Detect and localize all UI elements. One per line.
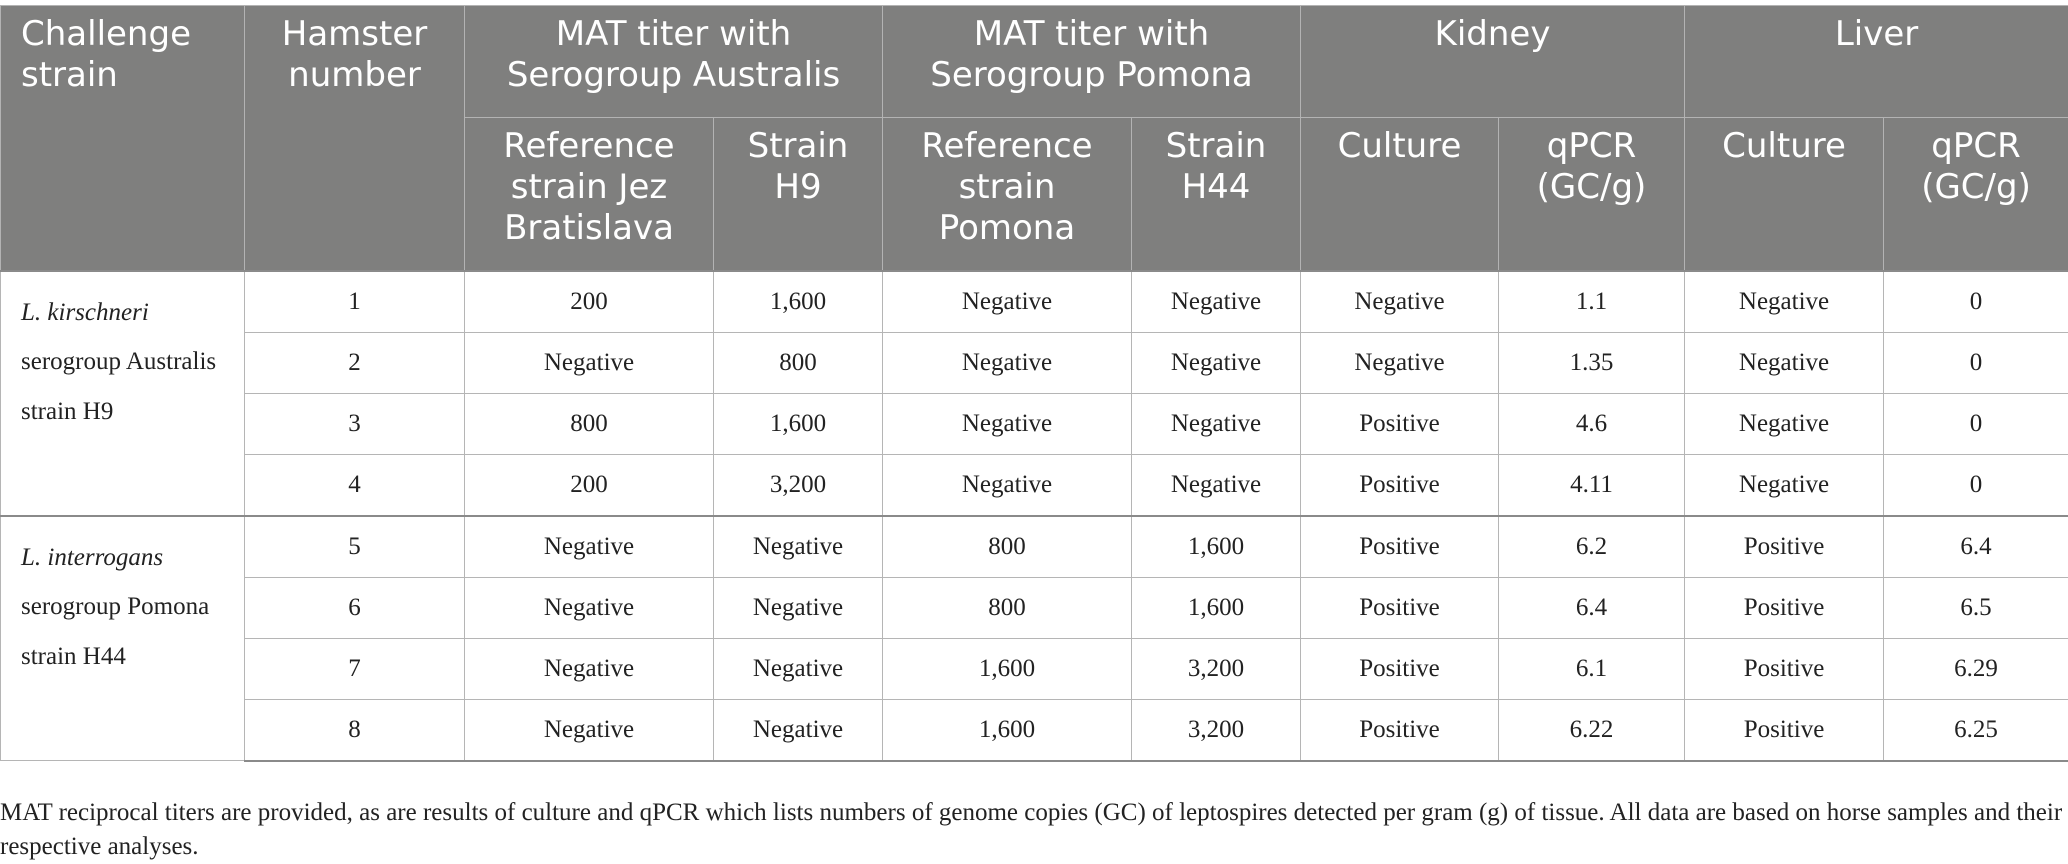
ref-pomona-cell: Negative xyxy=(883,332,1132,393)
kidney-qpcr-cell: 6.22 xyxy=(1499,699,1685,761)
header-ref-jez: Reference strain Jez Bratislava xyxy=(465,118,714,271)
ref-jez-cell: Negative xyxy=(465,638,714,699)
kidney-culture-cell: Positive xyxy=(1301,577,1499,638)
strain-h44-cell: Negative xyxy=(1132,393,1301,454)
strain-h44-cell: 1,600 xyxy=(1132,577,1301,638)
liver-qpcr-cell: 6.29 xyxy=(1884,638,2068,699)
kidney-culture-cell: Negative xyxy=(1301,271,1499,333)
table-row xyxy=(1,699,2068,761)
kidney-culture-cell: Positive xyxy=(1301,699,1499,761)
hamster-cell: 4 xyxy=(245,454,465,516)
ref-pomona-cell: 800 xyxy=(883,516,1132,578)
ref-pomona-cell: 800 xyxy=(883,577,1132,638)
table-row xyxy=(1,638,2068,699)
kidney-culture-cell: Positive xyxy=(1301,638,1499,699)
kidney-qpcr-cell: 4.11 xyxy=(1499,454,1685,516)
challenge-strain-group xyxy=(1,271,245,516)
strain-h9-cell: Negative xyxy=(714,699,883,761)
liver-culture-cell: Negative xyxy=(1685,393,1884,454)
liver-qpcr-cell: 6.5 xyxy=(1884,577,2068,638)
header-row-top xyxy=(1,6,2068,118)
header-liver-qpcr: qPCR (GC/g) xyxy=(1884,118,2068,271)
ref-pomona-cell: Negative xyxy=(883,454,1132,516)
header-liver: Liver xyxy=(1685,6,2068,118)
kidney-culture-cell: Negative xyxy=(1301,332,1499,393)
strain-h9-cell: 1,600 xyxy=(714,393,883,454)
header-strain-h9: Strain H9 xyxy=(714,118,883,271)
strain-h9-cell: Negative xyxy=(714,638,883,699)
liver-culture-cell: Positive xyxy=(1685,699,1884,761)
kidney-culture-cell: Positive xyxy=(1301,516,1499,578)
header-liver-culture: Culture xyxy=(1685,118,1884,271)
kidney-culture-cell: Positive xyxy=(1301,454,1499,516)
hamster-cell: 5 xyxy=(245,516,465,578)
liver-culture-cell: Positive xyxy=(1685,638,1884,699)
table-row xyxy=(1,332,2068,393)
header-ref-pomona: Reference strain Pomona xyxy=(883,118,1132,271)
hamster-cell: 1 xyxy=(245,271,465,333)
liver-qpcr-cell: 0 xyxy=(1884,332,2068,393)
strain-h9-cell: 3,200 xyxy=(714,454,883,516)
hamster-cell: 8 xyxy=(245,699,465,761)
liver-culture-cell: Negative xyxy=(1685,332,1884,393)
ref-jez-cell: Negative xyxy=(465,332,714,393)
table-row xyxy=(1,454,2068,516)
hamster-cell: 6 xyxy=(245,577,465,638)
liver-qpcr-cell: 0 xyxy=(1884,271,2068,333)
liver-qpcr-cell: 0 xyxy=(1884,393,2068,454)
table-body xyxy=(1,271,2068,761)
table-row xyxy=(1,393,2068,454)
table-footnote: MAT reciprocal titers are provided, as are results of culture and qPCR which lists numbers of genome copies (GC) of leptospires detected per gram (g) of tissue. All data are based on horse samples and their respective analyses. xyxy=(0,796,2068,864)
ref-pomona-cell: 1,600 xyxy=(883,699,1132,761)
kidney-qpcr-cell: 6.4 xyxy=(1499,577,1685,638)
ref-jez-cell: 200 xyxy=(465,454,714,516)
kidney-qpcr-cell: 6.2 xyxy=(1499,516,1685,578)
ref-pomona-cell: 1,600 xyxy=(883,638,1132,699)
strain-h9-cell: 1,600 xyxy=(714,271,883,333)
strain-h44-cell: 3,200 xyxy=(1132,699,1301,761)
strain-h9-cell: 800 xyxy=(714,332,883,393)
header-hamster-number: Hamster number xyxy=(245,6,465,271)
results-table xyxy=(0,5,2068,762)
strain-description: serogroup Pomona strain H44 xyxy=(21,593,209,670)
liver-qpcr-cell: 6.25 xyxy=(1884,699,2068,761)
liver-culture-cell: Positive xyxy=(1685,516,1884,578)
table-row xyxy=(1,271,2068,333)
species-name: L. interrogans xyxy=(21,544,163,571)
strain-h44-cell: 3,200 xyxy=(1132,638,1301,699)
ref-jez-cell: Negative xyxy=(465,577,714,638)
kidney-qpcr-cell: 4.6 xyxy=(1499,393,1685,454)
ref-jez-cell: 800 xyxy=(465,393,714,454)
header-challenge-strain: Challenge strain xyxy=(1,6,245,271)
header-strain-h44: Strain H44 xyxy=(1132,118,1301,271)
hamster-cell: 3 xyxy=(245,393,465,454)
table-row xyxy=(1,577,2068,638)
header-mat-australis: MAT titer with Serogroup Australis xyxy=(465,6,883,118)
kidney-qpcr-cell: 1.35 xyxy=(1499,332,1685,393)
species-name: L. kirschneri xyxy=(21,299,149,326)
header-kidney-culture: Culture xyxy=(1301,118,1499,271)
ref-jez-cell: Negative xyxy=(465,516,714,578)
header-kidney: Kidney xyxy=(1301,6,1685,118)
ref-jez-cell: 200 xyxy=(465,271,714,333)
ref-pomona-cell: Negative xyxy=(883,271,1132,333)
strain-description: serogroup Australis strain H9 xyxy=(21,348,216,425)
challenge-strain-group xyxy=(1,516,245,761)
liver-culture-cell: Negative xyxy=(1685,454,1884,516)
ref-pomona-cell: Negative xyxy=(883,393,1132,454)
table-row xyxy=(1,516,2068,578)
kidney-culture-cell: Positive xyxy=(1301,393,1499,454)
liver-qpcr-cell: 0 xyxy=(1884,454,2068,516)
kidney-qpcr-cell: 1.1 xyxy=(1499,271,1685,333)
liver-qpcr-cell: 6.4 xyxy=(1884,516,2068,578)
strain-h44-cell: Negative xyxy=(1132,332,1301,393)
strain-h9-cell: Negative xyxy=(714,577,883,638)
strain-h44-cell: Negative xyxy=(1132,271,1301,333)
liver-culture-cell: Positive xyxy=(1685,577,1884,638)
strain-h44-cell: Negative xyxy=(1132,454,1301,516)
ref-jez-cell: Negative xyxy=(465,699,714,761)
strain-h9-cell: Negative xyxy=(714,516,883,578)
kidney-qpcr-cell: 6.1 xyxy=(1499,638,1685,699)
strain-h44-cell: 1,600 xyxy=(1132,516,1301,578)
liver-culture-cell: Negative xyxy=(1685,271,1884,333)
hamster-cell: 7 xyxy=(245,638,465,699)
hamster-cell: 2 xyxy=(245,332,465,393)
header-kidney-qpcr: qPCR (GC/g) xyxy=(1499,118,1685,271)
table-header xyxy=(1,6,2068,271)
header-mat-pomona: MAT titer with Serogroup Pomona xyxy=(883,6,1301,118)
